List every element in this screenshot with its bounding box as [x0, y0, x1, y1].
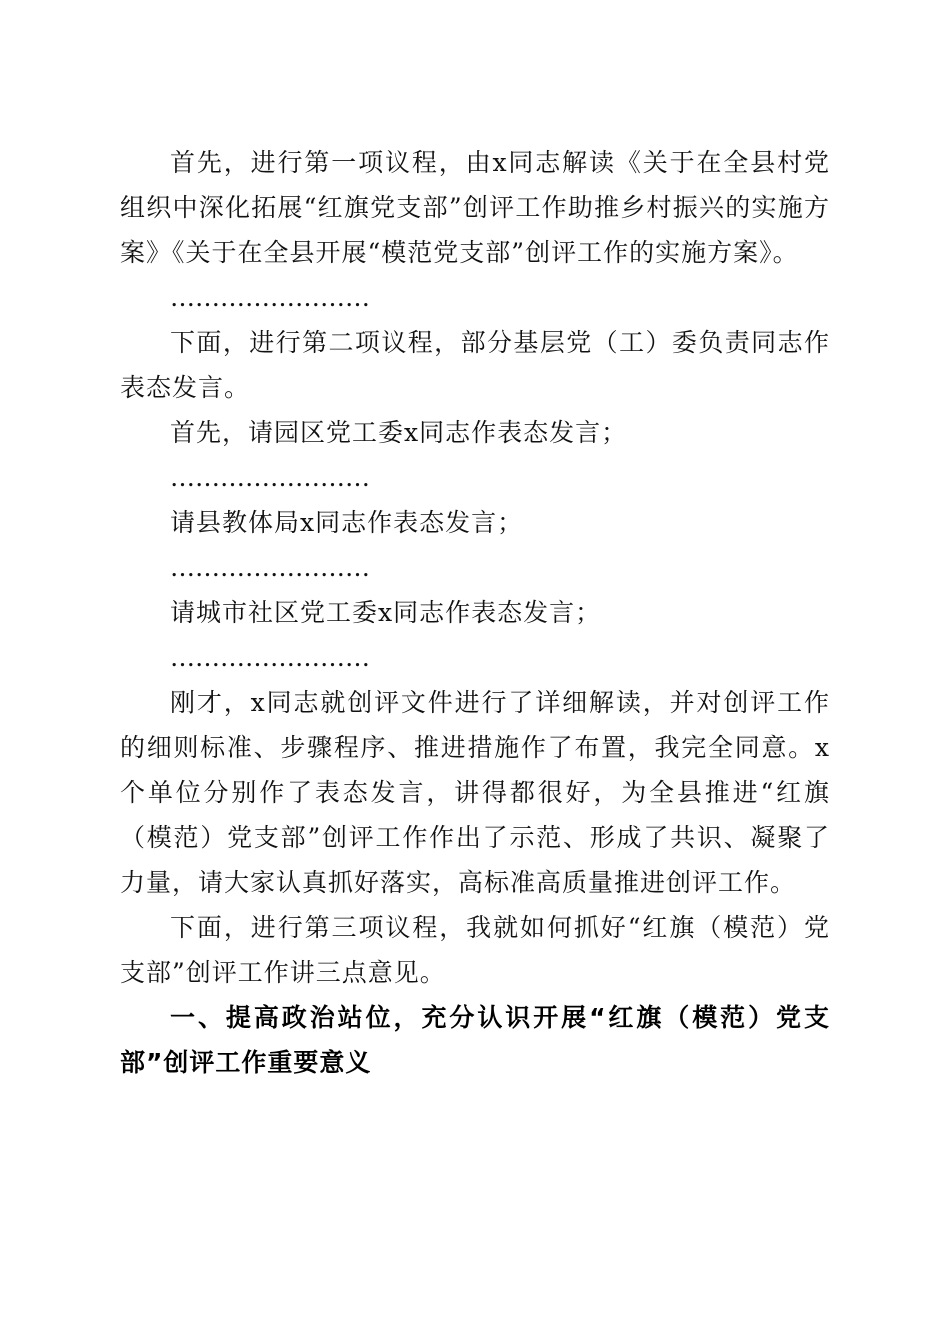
paragraph-agenda-three: 下面，进行第三项议程，我就如何抓好“红旗（模范）党支部”创评工作讲三点意见。 [120, 913, 830, 987]
paragraph-speaker-community: 请城市社区党工委x同志作表态发言； [170, 598, 602, 627]
paragraph-speaker-park: 首先，请园区党工委x同志作表态发言； [170, 418, 628, 447]
ellipsis-line: …………………… [170, 553, 370, 582]
paragraph-agenda-two: 下面，进行第二项议程，部分基层党（工）委负责同志作表态发言。 [120, 328, 830, 402]
paragraph-summary: 刚才，x同志就创评文件进行了详细解读，并对创评工作的细则标准、步骤程序、推进措施作了布置，我完全同意。x个单位分别作了表态发言，讲得都很好，为全县推进“红旗（模范）党支部”创评工作作出了示范、形成了共识、凝聚了力量，请大家认真抓好落实，高标准高质量推进创评工作。 [120, 688, 830, 897]
paragraph-speaker-education: 请县教体局x同志作表态发言； [170, 508, 524, 537]
paragraph-agenda-one: 首先，进行第一项议程，由x同志解读《关于在全县村党组织中深化拓展“红旗党支部”创评工作助推乡村振兴的实施方案》《关于在全县开展“模范党支部”创评工作的实施方案》。 [120, 148, 830, 267]
ellipsis-line: …………………… [170, 283, 370, 312]
ellipsis-line: …………………… [170, 463, 370, 492]
document-body [120, 140, 830, 1085]
ellipsis-line: …………………… [170, 643, 370, 672]
section-heading-one: 一、提高政治站位，充分认识开展“红旗（模范）党支部”创评工作重要意义 [120, 1003, 830, 1077]
